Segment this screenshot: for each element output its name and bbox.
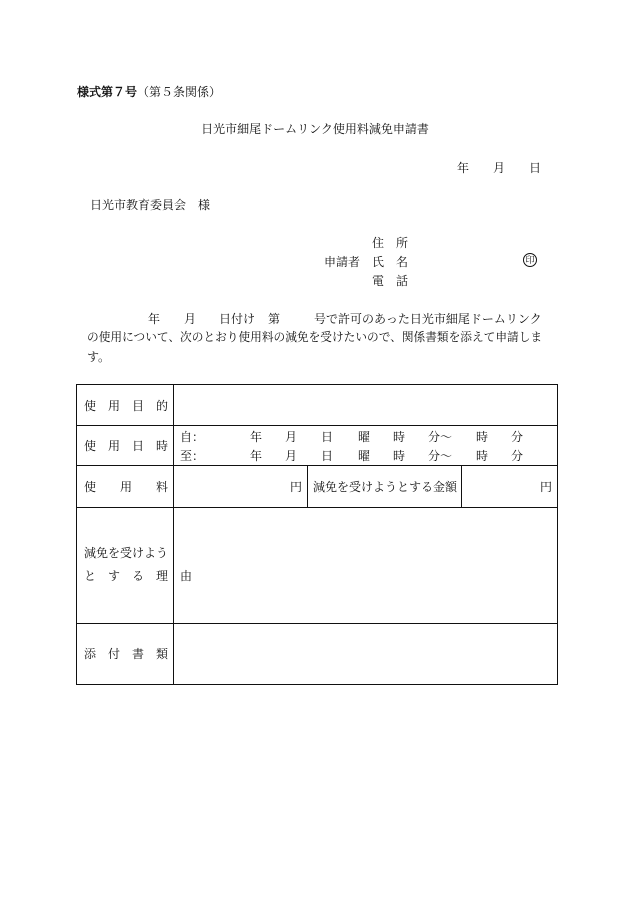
datetime-row: [77, 426, 558, 466]
to-hour2: 時: [476, 449, 489, 463]
attachments-input-cell[interactable]: [174, 624, 558, 685]
applicant-label: 申請者: [324, 255, 361, 269]
date-month: 月: [493, 161, 506, 175]
to-month: 月: [285, 449, 298, 463]
reason-input-cell[interactable]: [174, 508, 558, 624]
datetime-label: 使 用 日 時: [84, 439, 169, 453]
from-label: 自：: [180, 430, 205, 444]
fee-yen: 円: [289, 480, 302, 494]
attachments-row: [77, 624, 558, 685]
reduction-amount-label-cell: [308, 466, 462, 508]
from-day: 日: [321, 430, 334, 444]
application-table: [76, 384, 558, 685]
reason-label-line1: 減免を受けよう: [84, 546, 169, 560]
reduction-yen: 円: [540, 480, 553, 494]
datetime-label-cell: [77, 426, 174, 466]
form-number-bold: 様式第７号: [77, 85, 138, 99]
reason-label-cell: [77, 508, 193, 624]
body-number-prefix: 第: [268, 312, 281, 326]
date-day: 日: [529, 161, 542, 175]
from-hour: 時: [393, 430, 406, 444]
purpose-label-cell: [77, 385, 174, 426]
form-relation: （第５条関係）: [137, 85, 222, 99]
to-weekday: 曜: [358, 449, 371, 463]
from-minute: 分～: [428, 430, 453, 444]
purpose-label: 使 用 目 的: [84, 399, 169, 413]
from-minute2: 分: [511, 430, 524, 444]
attachments-label: 添 付 書 類: [84, 647, 169, 661]
form-number: [77, 86, 221, 98]
document-title: 日光市細尾ドームリンク使用料減免申請書: [201, 122, 429, 136]
seal-mark: 印: [523, 253, 537, 267]
from-year: 年: [250, 430, 263, 444]
fee-label: 使 用 料: [84, 480, 169, 494]
from-weekday: 曜: [358, 430, 371, 444]
attachments-label-cell: [77, 624, 174, 685]
reduction-amount-label: 減免を受けようとする金額: [313, 480, 458, 494]
from-hour2: 時: [476, 430, 489, 444]
datetime-input-cell[interactable]: [174, 426, 558, 466]
to-minute: 分～: [428, 449, 453, 463]
to-hour: 時: [393, 449, 406, 463]
to-minute2: 分: [511, 449, 524, 463]
phone-label: 電 話: [372, 274, 409, 288]
body-year: 年: [148, 312, 161, 326]
to-day: 日: [321, 449, 334, 463]
reason-label-line2: と す る 理 由: [84, 569, 193, 583]
to-year: 年: [250, 449, 263, 463]
name-label: 氏 名: [372, 255, 409, 269]
addressee: 日光市教育委員会 様: [90, 198, 211, 212]
address-label: 住 所: [372, 236, 409, 250]
body-month: 月: [184, 312, 197, 326]
fee-row: [77, 466, 558, 508]
body-line1-rest: 号で許可のあった日光市細尾ドームリンク: [314, 312, 542, 326]
purpose-input-cell[interactable]: [174, 385, 558, 426]
date-year: 年: [457, 161, 470, 175]
to-label: 至：: [180, 449, 205, 463]
body-line3: す。: [87, 350, 111, 364]
body-date-suffix: 日付け: [219, 312, 256, 326]
body-line2: の使用について、次のとおり使用料の減免を受けたいので、関係書類を添えて申請しま: [87, 330, 543, 344]
reason-row: [77, 508, 558, 624]
reduction-amount-input-cell[interactable]: [462, 466, 558, 508]
from-month: 月: [285, 430, 298, 444]
purpose-row: [77, 385, 558, 426]
fee-input-cell[interactable]: [174, 466, 308, 508]
fee-label-cell: [77, 466, 174, 508]
